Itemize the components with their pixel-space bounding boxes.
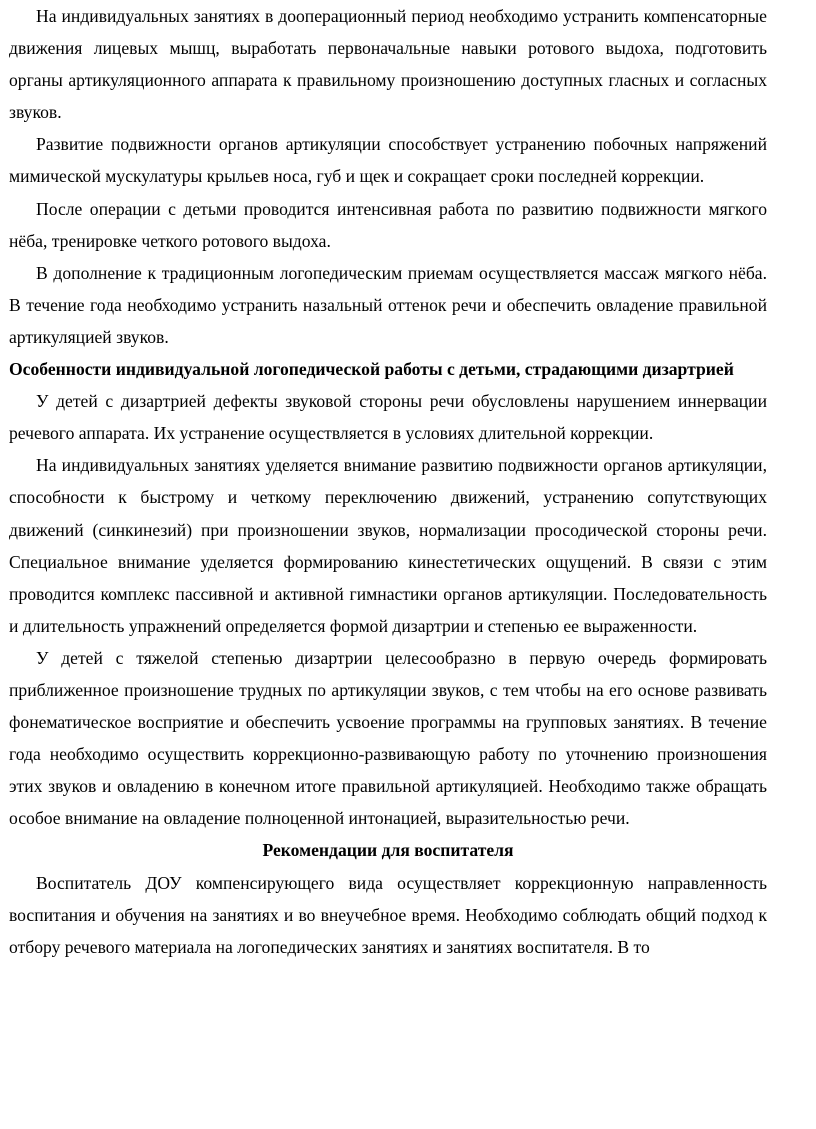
paragraph-postoperative: После операции с детьми проводится интенсивная работа по развитию подвижности мягкого нёба, тренировке четкого ротового выдоха. (9, 198, 767, 251)
paragraph-articulation-mobility: Развитие подвижности органов артикуляции способствует устранению побочных напряжений мимической мускулатуры крыльев носа, губ и щек и сокращает сроки последней коррекции. (9, 134, 767, 187)
heading-recommendations: Рекомендации для воспитателя (262, 840, 514, 861)
heading-dysarthria: Особенности индивидуальной логопедической работы с детьми, страдающими дизартрией (9, 359, 734, 380)
paragraph-individual-sessions: На индивидуальных занятиях уделяется внимание развитию подвижности органов артикуляции, способности к быстрому и четкому переключению движений, устранению сопутствующих движений (синкинезий) при произношении звуков, нормализации просодической стороны речи. Специальное внимание уделяется формированию кинестетических ощущений. В связи с этим проводится комплекс пассивной и активной гимнастики органов артикуляции. Последовательность и длительность упражнений определяется формой дизартрии и степенью ее выраженности. (9, 455, 767, 636)
paragraph-severe-dysarthria: У детей с тяжелой степенью дизартрии целесообразно в первую очередь формировать приближенное произношение трудных по артикуляции звуков, с тем чтобы на его основе развивать фонематическое восприятие и обеспечить усвоение программы на групповых занятиях. В течение года необходимо осуществить коррекционно-развивающую работу по уточнению произношения этих звуков и овладению в конечном итоге правильной артикуляцией. Необходимо также обращать особое внимание на овладение полноценной интонацией, выразительностью речи. (9, 647, 767, 829)
document-page (9, 0, 767, 963)
paragraph-educator: Воспитатель ДОУ компенсирующего вида осуществляет коррекционную направленность воспитания и обучения на занятиях и во внеучебное время. Необходимо соблюдать общий подход к отбору речевого материала на логопедических занятиях и занятиях воспитателя. В то (9, 872, 767, 957)
paragraph-dysarthria-defects: У детей с дизартрией дефекты звуковой стороны речи обусловлены нарушением иннервации речевого аппарата. Их устранение осуществляется в условиях длительной коррекции. (9, 391, 767, 444)
paragraph-preoperative: На индивидуальных занятиях в дооперационный период необходимо устранить компенсаторные движения лицевых мышц, выработать первоначальные навыки ротового выдоха, подготовить органы артикуляционного аппарата к правильному произношению доступных гласных и согласных звуков. (9, 6, 767, 123)
paragraph-massage: В дополнение к традиционным логопедическим приемам осуществляется массаж мягкого нёба. В течение года необходимо устранить назальный оттенок речи и обеспечить овладение правильной артикуляцией звуков. (9, 262, 767, 347)
